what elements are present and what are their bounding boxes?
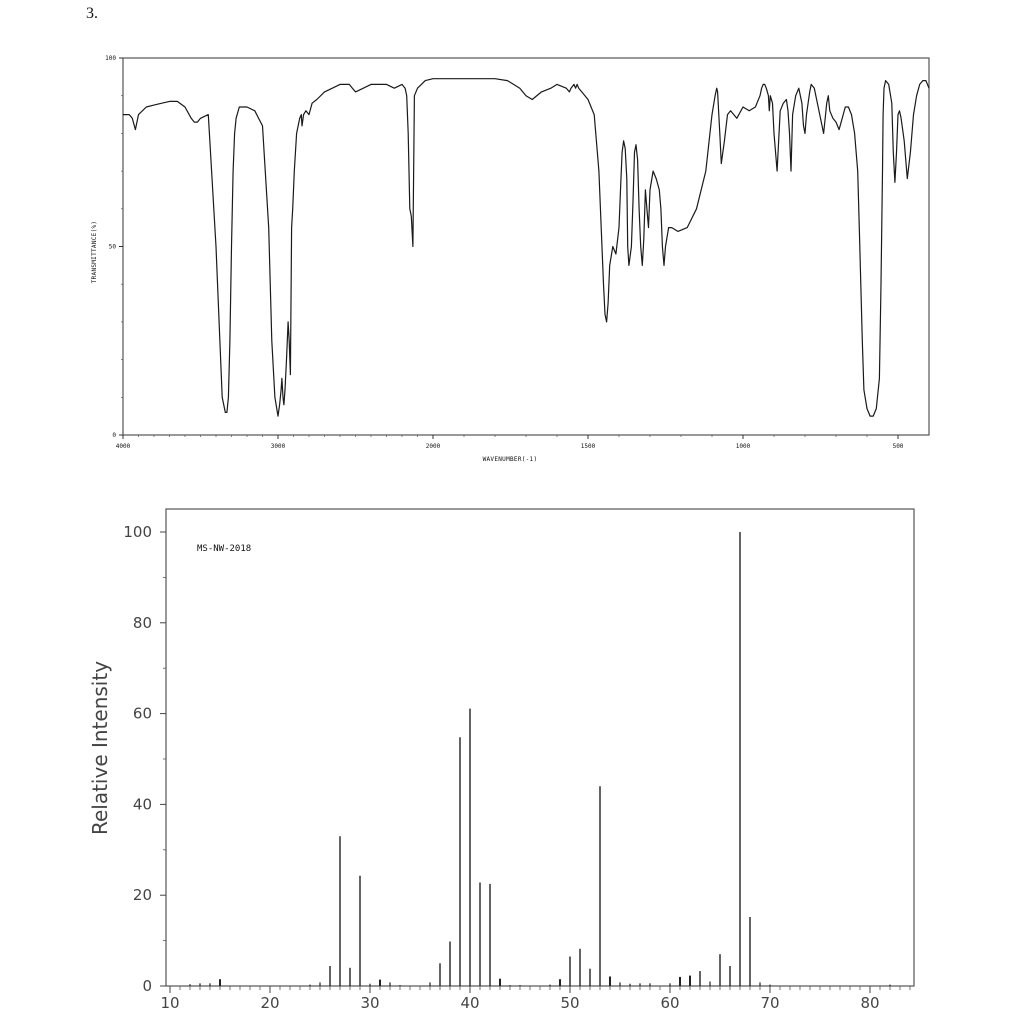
ms-y-tick-label: 80: [132, 613, 152, 632]
ir-x-tick-label: 1500: [580, 443, 596, 450]
ir-x-tick-label: 1000: [735, 443, 751, 450]
ms-y-tick-label: 20: [132, 886, 152, 905]
ms-plot-frame: [166, 509, 914, 986]
ms-axes: [123, 523, 910, 1012]
ir-x-tick-label: 3000: [270, 443, 286, 450]
ir-y-axis-title: TRANSMITTANCE(%): [91, 220, 98, 284]
ms-x-tick-label: 80: [860, 994, 880, 1012]
ir-x-tick-label: 2000: [425, 443, 441, 450]
ms-x-tick-label: 50: [560, 994, 580, 1012]
ms-y-tick-label: 0: [142, 977, 152, 995]
ms-x-tick-label: 60: [660, 994, 680, 1012]
ms-x-tick-label: 70: [760, 994, 780, 1012]
ms-spectrum-id: MS-NW-2018: [197, 544, 252, 554]
ms-x-tick-label: 20: [260, 994, 280, 1012]
ir-x-axis-title: WAVENUMBER(-1): [482, 456, 538, 463]
ir-y-tick-label: 50: [108, 243, 116, 251]
ms-y-tick-label: 100: [123, 523, 152, 541]
ms-x-tick-label: 10: [160, 994, 180, 1012]
ms-bars: [190, 532, 890, 986]
ir-y-tick-label: 100: [105, 55, 116, 62]
ir-x-tick-label: 500: [892, 443, 904, 450]
problem-number: 3.: [86, 5, 98, 22]
ms-y-axis-title: Relative Intensity: [88, 660, 112, 836]
ms-y-tick-label: 40: [132, 795, 152, 814]
ms-x-tick-label: 40: [460, 994, 480, 1012]
ir-x-tick-label: 4000: [115, 443, 131, 450]
ms-x-tick-label: 30: [360, 994, 380, 1012]
ms-y-tick-label: 60: [132, 704, 152, 723]
ir-y-tick-label: 0: [112, 432, 116, 439]
